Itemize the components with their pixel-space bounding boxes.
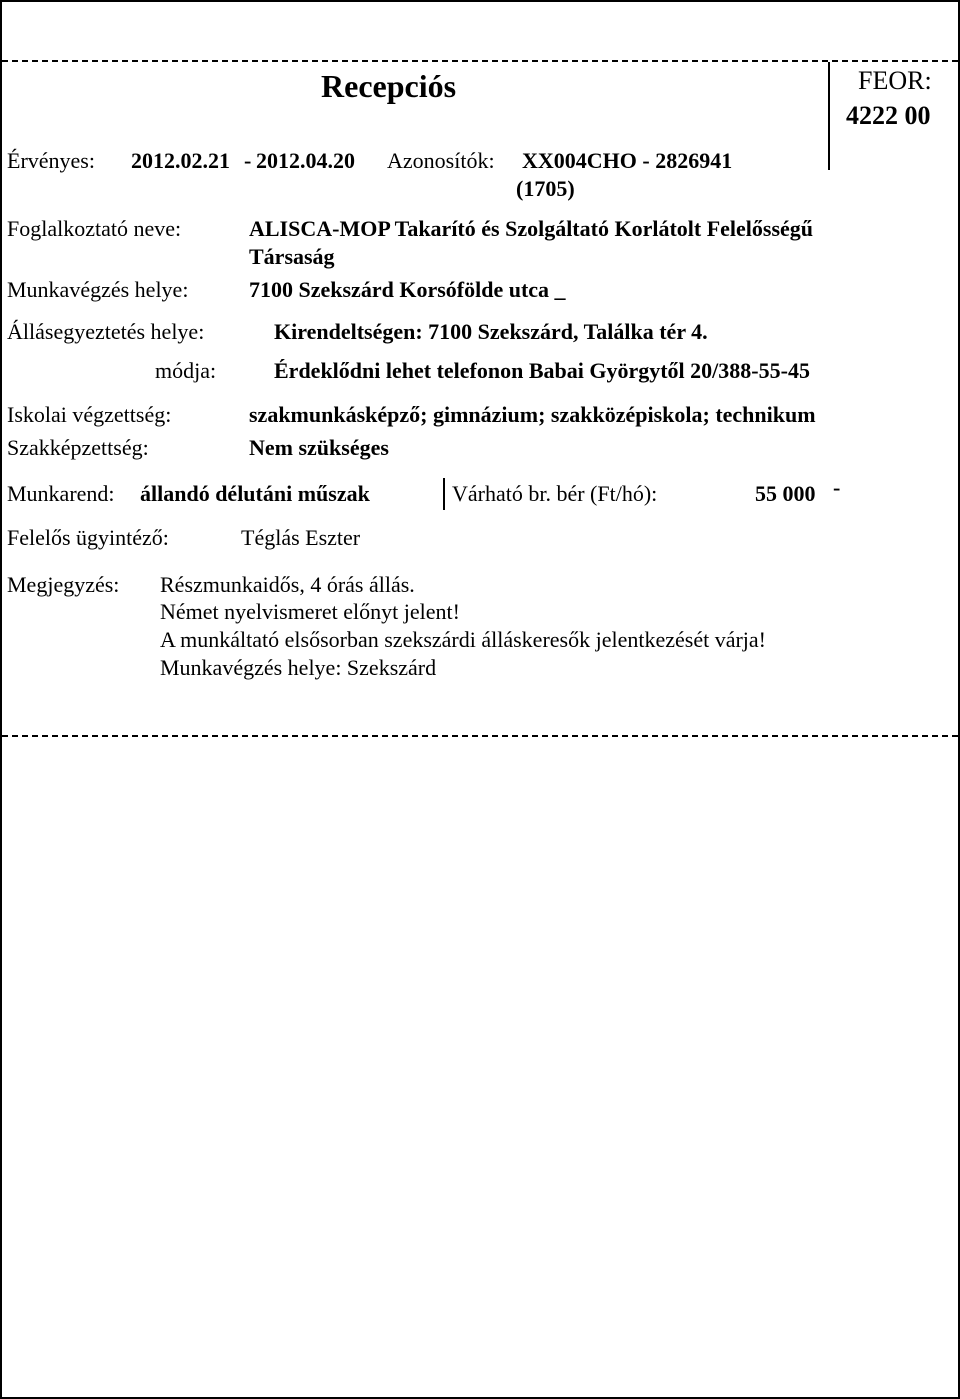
validity-separator: - [244, 148, 252, 173]
identifier-sub: (1705) [516, 176, 575, 201]
workplace-label: Munkavégzés helye: [7, 277, 189, 302]
feor-divider [828, 62, 830, 170]
employer-name-line1: ALISCA-MOP Takarító és Szolgáltató Korlátolt Felelősségű [249, 216, 814, 241]
notes-line: A munkáltató elsősorban szekszárdi álláskeresők jelentkezését várja! [160, 627, 766, 652]
top-dashed-divider [2, 60, 958, 62]
notes-line: Munkavégzés helye: Szekszárd [160, 655, 437, 680]
qualification-label: Szakképzettség: [7, 435, 149, 460]
bottom-dashed-divider [2, 735, 958, 737]
interview-place-label: Állásegyeztetés helye: [7, 319, 205, 344]
validity-from: 2012.02.21 [131, 148, 230, 173]
identifier-value: XX004CHO - 2826941 [522, 148, 733, 173]
interview-place-value: Kirendeltségen: 7100 Szekszárd, Találka tér 4. [274, 319, 708, 344]
job-title: Recepciós [321, 68, 457, 104]
identifier-label: Azonosítók: [387, 148, 495, 173]
feor-label: FEOR: [858, 66, 932, 95]
schedule-label: Munkarend: [7, 481, 115, 506]
employer-name-line2: Társaság [249, 244, 335, 269]
notes-line: Német nyelvismeret előnyt jelent! [160, 599, 460, 624]
qualification-value: Nem szükséges [249, 435, 389, 460]
officer-value: Téglás Eszter [241, 525, 361, 550]
education-value: szakmunkásképző; gimnázium; szakközépiskola; technikum [249, 402, 816, 427]
salary-divider [443, 478, 445, 510]
workplace-value: 7100 Szekszárd Korsófölde utca _ [249, 277, 566, 302]
salary-label: Várható br. bér (Ft/hó): [452, 481, 658, 506]
salary-suffix: - [833, 475, 841, 500]
officer-label: Felelős ügyintéző: [7, 525, 169, 550]
feor-code: 4222 00 [846, 101, 931, 130]
schedule-value: állandó délutáni műszak [140, 481, 370, 506]
interview-mode-value: Érdeklődni lehet telefonon Babai Györgytől 20/388-55-45 [274, 358, 810, 383]
validity-to: 2012.04.20 [256, 148, 355, 173]
education-label: Iskolai végzettség: [7, 402, 172, 427]
notes-label: Megjegyzés: [7, 572, 120, 597]
notes-line: Részmunkaidős, 4 órás állás. [160, 572, 415, 597]
interview-mode-label: módja: [155, 358, 217, 383]
validity-label: Érvényes: [7, 148, 95, 173]
salary-value: 55 000 [755, 481, 816, 506]
employer-label: Foglalkoztató neve: [7, 216, 182, 241]
